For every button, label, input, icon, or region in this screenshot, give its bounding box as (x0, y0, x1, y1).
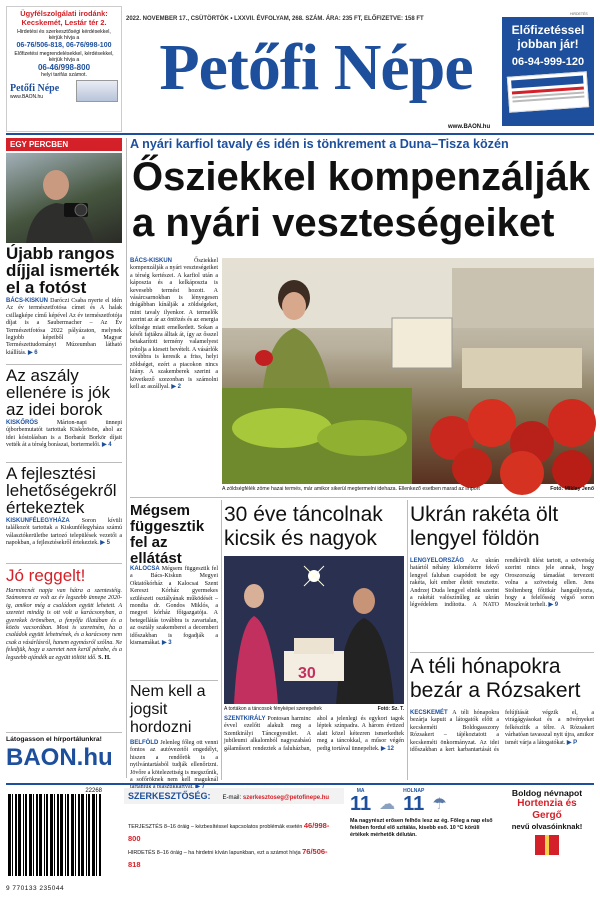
weather-today-temp: 11 (350, 793, 372, 815)
subscription-promo[interactable] (502, 17, 594, 126)
barcode-bar (44, 794, 45, 876)
masthead-logo[interactable]: Petőfi Népe (159, 31, 473, 104)
column-text: Harmincnét napja van hátra a szentestéig. Számomra ez volt az év legszebb ünnepe 2020-ig, amikor még a családom együtt lehetett. A szeretet mindig is ott volt a karácsonyban, a gyerekek örömében, a fenyőfa illatában és a közös vacsorában. Most is szeretném, ha a családok együtt lehetnének, és a karácsony nem csak a vásárlásról, hanem egymásról szólna. Ne feledjük, hogy a szeretet nem kerül pénzbe, és a legszebb ajándék az együtt töltött idő. (6, 588, 122, 661)
weather-box (350, 788, 495, 900)
svg-text:30: 30 (298, 665, 316, 682)
barcode-bar (15, 794, 17, 876)
barcode-bar (71, 794, 74, 876)
barcode-bar (33, 794, 34, 876)
story1-ref[interactable]: 6 (34, 349, 38, 356)
promo-line1: Előfizetéssel (511, 23, 585, 37)
editorial-contact (124, 788, 344, 900)
barcode-bar (12, 794, 13, 876)
masthead-url[interactable]: www.BAON.hu (448, 124, 491, 130)
customer-service-box (6, 6, 122, 132)
email-label: E-mail: (222, 795, 242, 801)
barcode-bar (65, 794, 66, 876)
ecumenical-place: BELFÖLD (130, 740, 159, 746)
market-stall-illustration (222, 258, 594, 484)
dateline: 2022. NOVEMBER 17., CSÜTÖRTÖK • LXXVII. ÉVFOLYAM, 268. SZÁM. ÁRA: 235 FT, ELŐFIZETVE: 158 FT (126, 16, 424, 22)
story3-place: KISKUNFÉLEGYHÁZA (6, 518, 70, 524)
lead-kicker: A nyári karfiol tavaly és idén is tönkrement a Duna–Tisza közén (130, 137, 509, 151)
promo-label: HIRDETÉS (570, 12, 588, 16)
dance-celebration-illustration (224, 556, 404, 704)
promo-newspaper-image (507, 71, 589, 112)
nameday-box (500, 788, 594, 900)
weather-tomorrow-temp: 11 (403, 793, 425, 815)
baon-ad-text: Látogasson el hírportálunkra! (6, 736, 102, 743)
barcode-bar (75, 794, 76, 876)
lead-headline-line2[interactable]: a nyári veszteségeiket (132, 201, 555, 245)
barcode-bar (92, 794, 95, 876)
weather-text: Ma nagyrészt erősen felhős lesz az ég. Főleg a nap első felében fordul elő szitálás, kisebb eső. 10 °C körüli értékek mérhetők délután. (350, 818, 493, 838)
barcode-bar (8, 794, 11, 876)
hospital-ref[interactable]: 3 (168, 640, 172, 647)
story2-place: KISKŐRÖS (6, 420, 39, 426)
dance-ref[interactable]: 12 (387, 745, 394, 752)
barcode-bar (78, 794, 80, 876)
lead-caption: A zöldségfélék zöme hazai termés, már amikor sikerül megtermelni idehaza. Ellenkező esetben marad az import (222, 486, 480, 492)
phone1[interactable]: 46/998-800 (128, 821, 330, 843)
email-link[interactable]: szerkesztoseg@petofinepe.hu (242, 795, 330, 801)
story2-headline[interactable]: Az aszály ellenére is jók az idei borok (6, 366, 110, 419)
missile-body: LENGYELORSZÁG Az ukrán határtól néhány kilométerre fekvő lengyel faluban csapódott be egy rakéta, két ember életét vesztette. Andrzej Duda lengyel elnök szerint a rakétát valószínűleg az ukrán légvédelem indította. A NATO rendkívüli ülést tartott, a szövetség szerint nincs jele annak, hogy Oroszország támadást tervezett volna a szövetség ellen. Jens Stoltenberg főtitkár hangsúlyozta, hogy a felelősség végső soron Moszkvát terheli. ▶ 9 (410, 558, 594, 609)
barcode-bar (25, 794, 27, 876)
dance-place: SZENTKIRÁLY (224, 716, 266, 722)
cs-address: Kecskemét, Lestár tér 2. (21, 18, 107, 27)
hospital-place: KALOCSA (130, 566, 160, 572)
christmas-ref[interactable]: P (573, 739, 578, 746)
christmas-place: KECSKEMÉT (410, 710, 448, 716)
missile-ref[interactable]: 9 (554, 602, 559, 609)
story3-ref[interactable]: 5 (106, 540, 110, 547)
promo-line2: jobban jár! (517, 37, 579, 51)
rain-cloud-icon: ☂ (432, 796, 447, 813)
story3-body: KISKUNFÉLEGYHÁZA Soron kívüli találkozót tartottak a Kiskunfélegyháza számú választókerületbe tartozó települések vezetői a napokban, a fejlesztésekről értekeztek. ▶ 5 (6, 518, 122, 547)
barcode-bar (99, 794, 101, 876)
dance-photo-credit: Fotó: Sz. T. (377, 706, 404, 712)
lead-headline-line1[interactable]: Ősziekkel kompenzálják (132, 155, 591, 199)
missile-text: Az ukrán határtól néhány kilométerre fekvő lengyel faluban csapódott be egy rakéta, két ember életét vesztette. Andrzej Duda lengyel elnök szerint a rakétát valószínűleg az ukrán légvédelem indította. A NATO rendkívüli ülést tartott, a szövetség szerint nincs jele annak, hogy Oroszország támadást tervezett volna a szövetség ellen. Jens Stoltenberg főtitkár hangsúlyozta, hogy a felelősség végső soron Moszkvát terheli. (410, 558, 594, 609)
photographer-photo (6, 153, 122, 243)
story1-text: Daróczi Csaba nyerte el idén Az év természetfotósa címet és A halak csillagképe című képével Az év természetfotója díjat is a Saubermacher – Az Év Természetfotósa 2022 pályázaton, melynek legjobb képeiből a Magyar Természettudományi Múzeumban látható kiállítás. (6, 298, 122, 356)
barcode-bar (88, 794, 90, 876)
cloud-icon: ☁ (379, 796, 396, 813)
story2-body: KISKŐRÖS Márton-napi ünnepi újborbemutatót tartottak Kiskőrösön, ahol az idei kóstolásban is a Borbarát Borkör díjait vették át a térség borászai, bortermelői. ▶ 4 (6, 420, 122, 449)
nameday-names: Hortenzia és Gergő (517, 798, 577, 821)
newspaper-thumbnail (76, 80, 118, 102)
gift-icon (535, 835, 559, 855)
ecumenical-body (130, 740, 218, 784)
column-headline[interactable]: Jó reggelt! (6, 566, 86, 585)
dance-photo (224, 556, 404, 704)
story3-text: Soron kívüli találkozót tartottak a Kiskunfélegyháza számú választókerületbe tartozó települések vezetői a napokban, a fejlesztésekről értekeztek. (6, 518, 122, 547)
barcode-bar (81, 794, 84, 876)
weather-tomorrow-label: HOLNAP (403, 788, 425, 794)
barcode-bar (60, 794, 63, 876)
barcode-bar (57, 794, 59, 876)
lead-photo (222, 258, 594, 484)
story1-headline[interactable]: Újabb rangos díjjal ismerték el a fotóst (6, 244, 120, 297)
hospital-text: Mégsem függesztik fel a Bács-Kiskun Megyei Oktatókórház a Kalocsai Szent Kereszt Kórház gyermekes szülészeti osztályának működését – mondta dr. Gondos Miklós, a megyei kórház főigazgatója. A betegellátás továbbra is zavartalan, az osztály szakemberei a decemberi időszakban is fogadják a kismamákat. (130, 566, 219, 647)
nameday-sub: nevű olvasóinknak! (511, 822, 583, 831)
christmas-text: A téli hónapokra bezárja kapuit a látogatók előtt a kecskeméti Boldogasszony Rózsakert – tájékoztatott a kecskeméti önkormányzat. Az idei időszakban a kert karbantartását és felújítását végzik el, a virágágyásokat és a növényeket felkészítik a télre. A Rózsakert várhatóan tavasszal nyit újra, amikor ismét várja a látogatókat. (410, 710, 594, 754)
lead-photo-credit: Fotó: Miklay Jenő (550, 486, 594, 492)
cs-mini-url: www.BAON.hu (10, 93, 44, 100)
promo-phone: 06-94-999-120 (511, 56, 585, 68)
phone2[interactable]: 76/506-818 (128, 847, 328, 869)
cs-ad-info: Hirdetési és szerkesztőségi kérdésekkel, kérjük hívja a (17, 29, 111, 41)
dance-headline[interactable]: 30 éve táncolnak kicsik és nagyok (224, 503, 383, 550)
column-body (6, 588, 122, 728)
ecumenical-text: Jelenleg főleg ott venni fontos az autóvezetői engedélyt, hiszen a rendőrök is a nyilvántartásból tudják ellenőrizni. Jövőre a kötelezettség is megszűnik, a sofőröknek nem kell maguknál (130, 740, 218, 784)
missile-headline[interactable]: Ukrán rakéta ölt lengyel földön (410, 503, 559, 550)
hours-line2: HIRDETÉS 8–16 óráig – ha hirdetni kíván lapunkban, ezt a számot hívja (128, 850, 301, 856)
cs-sub-phone: 06-46/998-800 (37, 63, 91, 72)
barcode-bar (29, 794, 32, 876)
barcode-bar (86, 794, 87, 876)
lead-text: Ősziekkel kompenzálják a nyári veszteségeiket a térség kertészei. A karfiol után a káposzta és a kelkáposzta is kevesebb termést hozott. A vásárcsarnokban is lényegesen drágábban kínálják a zöldségeket, mint tavaly ilyenkor. A termelők szerint az ár az öntözés és az energia költsége miatt emelkedett. Sokan a késői fajtákra álltak át, így az ősszel betakarított termény valamelyest pótolja a kiesett bevételt. A vásárlók továbbra is keresik a friss, helyi zöldséget, ezért a piacokon nincs hiány. A szakemberek szerint a következő szezonban is számolni kell az aszállyal. (130, 258, 219, 390)
barcode-bar (39, 794, 42, 876)
barcode (6, 788, 108, 900)
barcode-bar (46, 794, 48, 876)
editorial-label: SZERKESZTŐSÉG: (128, 791, 211, 801)
dance-text: Pontosan harminc évvel ezelőtt alakult meg a Szentkirályi Táncegyesület. A jubileumi alkalomból nagyszabású gálaműsort rendeztek a faluházban, ahol a jelenlegi és egykori tagok léptek színpadra. A három évtized alatt közel kétezren ismerkedtek meg a táncokkal, a műsor végén pedig tortával ünnepeltek. (224, 716, 404, 752)
cs-mini-logo: Petőfi Népe (10, 82, 60, 94)
barcode-bar (54, 794, 55, 876)
story2-text: Márton-napi ünnepi újborbemutatót tartottak Kiskőrösön, ahol az idei kóstolásban is a Borbarát Borkör díjait vették át a térség borászai, bortermelői. (6, 420, 122, 449)
barcode-bars (6, 794, 106, 880)
barcode-digits: 9 770133 235044 (6, 885, 65, 892)
ecumenical-headline[interactable]: Nem kell a jogsit hordozni (130, 683, 206, 736)
section-label-egy-percben: EGY PERCBEN (6, 138, 122, 151)
christmas-headline[interactable]: A téli hónapokra bezár a Rózsakert (410, 655, 581, 702)
photographer-figure (6, 153, 122, 243)
story1-place: BÁCS-KISKUN (6, 298, 48, 304)
hospital-headline[interactable]: Mégsem függesztik fel az ellátást (130, 502, 205, 567)
barcode-bar (67, 794, 69, 876)
column-author: S. H. (98, 654, 111, 661)
dance-body: SZENTKIRÁLY Pontosan harminc évvel ezelőtt alakult meg a Szentkirályi Táncegyesület. A jubileumi alkalomból nagyszabású gálaműsort rendeztek a faluházban, ahol a jelenlegi és egykori tagok léptek színpadra. A három évtized alatt közel kétezren ismerkedtek meg a táncokkal, a műsor végén pedig tortával ünnepeltek. ▶ 12 (224, 716, 404, 752)
barcode-bar (50, 794, 53, 876)
weather-today-label: MA (356, 788, 365, 794)
cs-title: Ügyfélszolgálati irodánk: (20, 9, 108, 18)
barcode-bar (18, 794, 21, 876)
lead-ref[interactable]: 2 (177, 383, 181, 390)
hours-line1: TERJESZTÉS 8–16 óráig – kézbesítéssel kapcsolatos problémák esetén (128, 824, 303, 830)
barcode-number: 22268 (85, 788, 102, 794)
story1-body: BÁCS-KISKUN Daróczi Csaba nyerte el idén Az év természetfotósa címet és A halak csillagképe című képével Az év természetfotója díjat is a Saubermacher – Az Év Természetfotósa 2022 pályázaton, melynek legjobb képeiből a Magyar Természettudományi Múzeumban látható kiállítás. ▶ 6 (6, 298, 122, 356)
barcode-bar (23, 794, 24, 876)
dance-caption: A tortákon a táncosok fényképei szerepeltek (224, 706, 322, 712)
lead-place: BÁCS-KISKUN (130, 258, 172, 264)
baon-ad[interactable] (6, 732, 122, 780)
hospital-body: KALOCSA Mégsem függesztik fel a Bács-Kiskun Megyei Oktatókórház a Kalocsai Szent Kereszt Kórház gyermekes szülészeti osztályának működését – mondta dr. Gondos Miklós, a megyei kórház főigazgatója. A betegellátás továbbra is zavartalan, az osztály szakemberei a decemberi időszakban is fogadják a kismamákat. ▶ 3 (130, 566, 219, 647)
missile-place: LENGYELORSZÁG (410, 558, 465, 564)
story2-ref[interactable]: 4 (108, 442, 112, 449)
nameday-title: Boldog névnapot (511, 788, 583, 798)
cs-sub-info: Előfizetési megrendelésekkel, kérdésekkel, kérjük hívja a (14, 51, 114, 63)
barcode-bar (96, 794, 97, 876)
cs-ad-phone: 06-76/506-818, 06-76/998-100 (16, 42, 112, 49)
barcode-bar (36, 794, 38, 876)
story3-headline[interactable]: A fejlesztési lehetőségekről értekeztek (6, 464, 117, 517)
lead-body: BÁCS-KISKUN Ősziekkel kompenzálják a nyári veszteségeiket a térség kertészei. A karfiol után a káposzta és a kelkáposzta is kevesebb termést hozott. A vásárcsarnokban is lényegesen drágábban kínálják a zöldségeket, mint tavaly ilyenkor. A termelők szerint az ár az öntözés és az energia költsége miatt emelkedett. Sokan a késői fajtákra álltak át, így az ősszel betakarított termény valamelyest pótolja a kiesett bevételt. A vásárlók továbbra is keresik a friss, helyi zöldséget, ezért a piacokon nincs hiány. A szakemberek szerint a következő szezonban is számolni kell az aszállyal. ▶ 2 (130, 258, 219, 390)
cs-local-rate: helyi tarifás számot. (41, 72, 87, 78)
christmas-body: KECSKEMÉT A téli hónapokra bezárja kapuit a látogatók előtt a kecskeméti Boldogasszony Rózsakert – tájékoztatott a kecskeméti önkormányzat. Az idei időszakban a kert karbantartását és felújítását végzik el, a virágágyásokat és a növényeket felkészítik a télre. A Rózsakert várhatóan tavasszal nyit újra, amikor ismét várja a látogatókat. ▶ P (410, 710, 594, 754)
baon-ad-logo: BAON.hu (6, 744, 113, 771)
